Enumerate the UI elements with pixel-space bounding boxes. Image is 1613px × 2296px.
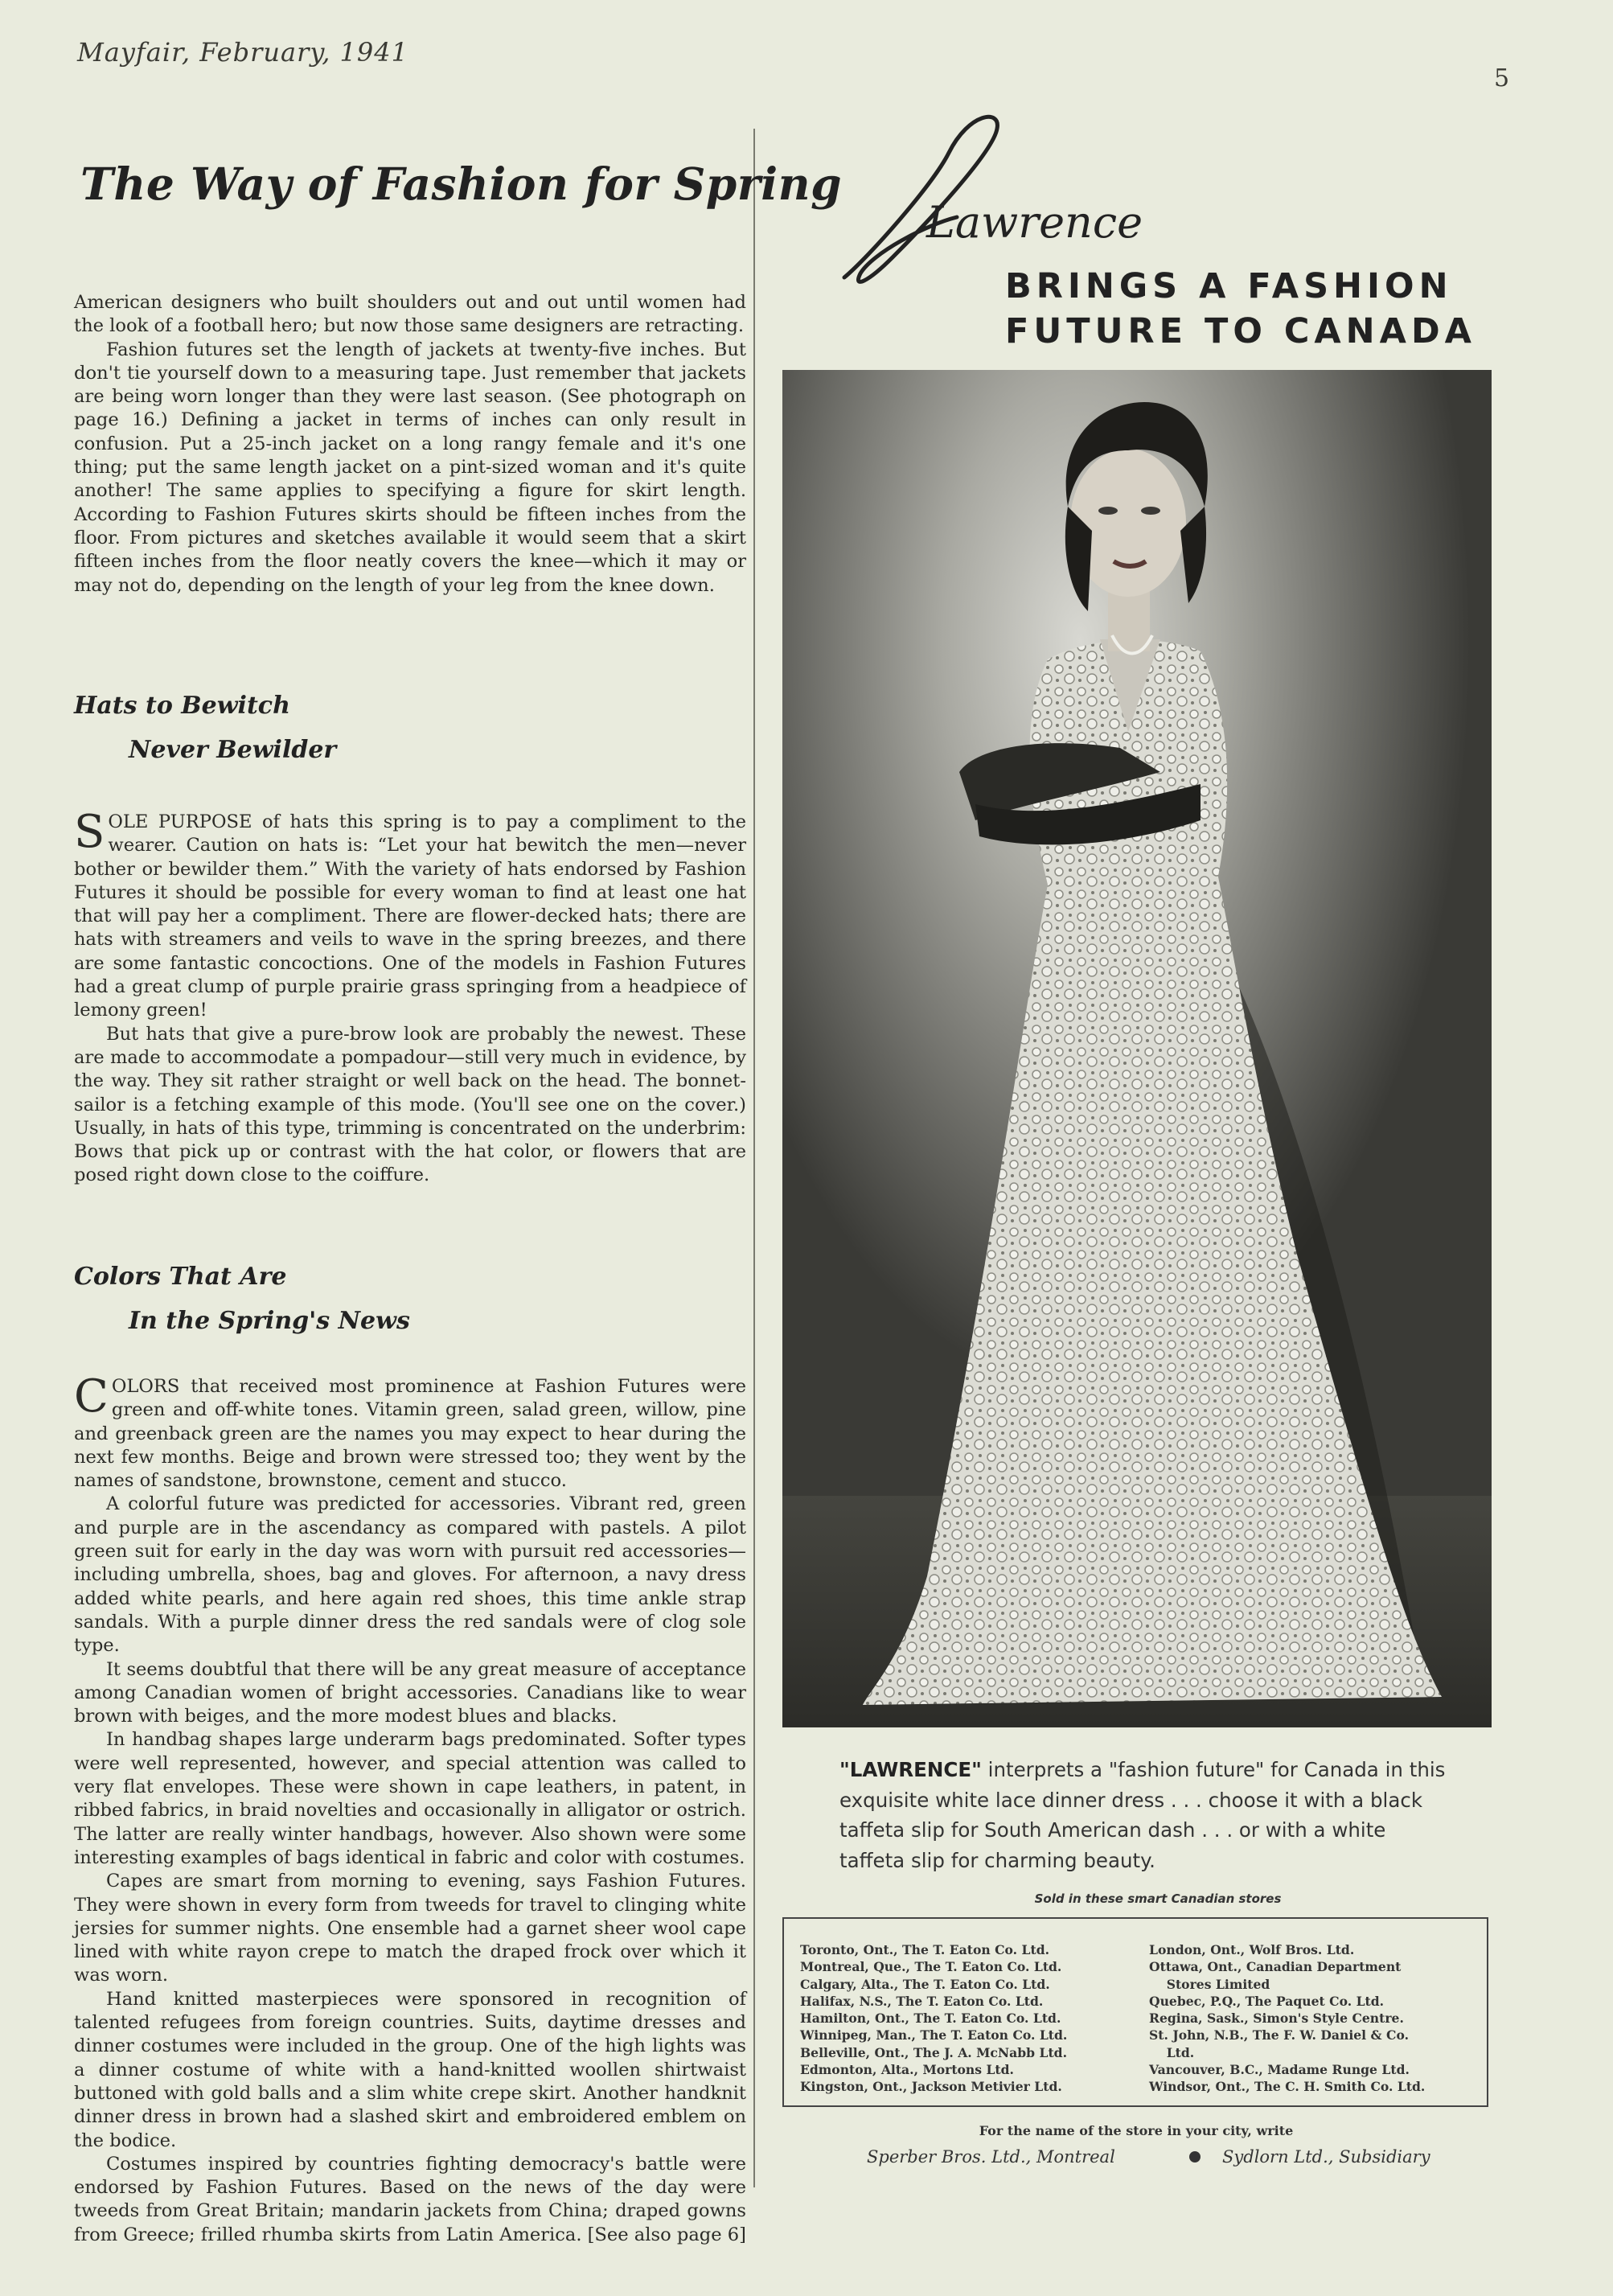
colors-paragraph-1-text: OLORS that received most prominence at Fashion Futures were green and off-white tones. Vitamin green, salad green, willow, pine and greenback green are the names you may expect to hear during the next few months. Beige and brown were stressed too; they went by the names of sandstone, brownstone, cement and stucco. <box>74 1376 746 1492</box>
running-head: Mayfair, February, 1941 <box>77 37 408 68</box>
intro-paragraph-2: Fashion futures set the length of jackets at twenty-five inches. But don't tie yourself down to a measuring tape. Just remember that jackets are being worn longer than they were last season. (See photograph on page 16.) Defining a jacket in terms of inches can only result in confusion. Put a 25-inch jacket on a long rangy female and it's one thing; put the same length jacket on a pint-sized woman and it's quite another! The same applies to specifying a figure for skirt length. According to Fashion Futures skirts should be fifteen inches from the floor. From pictures and sketches available it would seem that a skirt fifteen inches from the floor neatly covers the knee—which it may or may not do, depending on the length of your leg from the knee down. <box>74 339 746 596</box>
caption-text: interprets a "fashion future" for Canada in this exquisite white lace dinner dress . . . choose it with a black taffeta slip for South American dash . . . or with a white taffeta slip for charming beauty. <box>839 1758 1446 1872</box>
store-entry: Halifax, N.S., The T. Eaton Co. Ltd. <box>800 1993 1044 2009</box>
store-entry: Kingston, Ont., Jackson Metivier Ltd. <box>800 2079 1062 2095</box>
drop-cap-c: C <box>74 1370 109 1423</box>
ad-caption <box>839 1755 1451 1875</box>
colors-heading-line1: Colors That Are <box>74 1263 287 1291</box>
bullet-separator <box>1189 2151 1201 2163</box>
write-to-line: For the name of the store in your city, write <box>979 2123 1294 2138</box>
store-entry: St. John, N.B., The F. W. Daniel & Co. <box>1149 2027 1410 2043</box>
ad-headline-line1: BRINGS A FASHION <box>1005 266 1453 306</box>
colors-paragraph-3: It seems doubtful that there will be any great measure of acceptance among Canadian women of bright accessories. Canadians like to wear brown with beiges, and the more modest blues and blacks. <box>74 1658 746 1727</box>
colors-paragraph-1 <box>74 1370 746 1493</box>
intro-paragraph-1: American designers who built shoulders out and out until women had the look of a football hero; but now those same designers are retracting. <box>74 292 746 337</box>
hats-heading-line2: Never Bewilder <box>129 736 337 764</box>
store-entry: Montreal, Que., The T. Eaton Co. Ltd. <box>800 1959 1062 1975</box>
store-entry: Windsor, Ont., The C. H. Smith Co. Ltd. <box>1149 2079 1426 2095</box>
store-entry: Winnipeg, Man., The T. Eaton Co. Ltd. <box>800 2027 1068 2043</box>
colors-section <box>74 1370 746 2247</box>
store-list-right <box>1123 1941 1472 2105</box>
colors-heading-line2: In the Spring's News <box>129 1307 410 1335</box>
column-divider <box>753 129 755 2187</box>
ad-headline <box>1005 264 1476 354</box>
store-list-box <box>782 1917 1488 2107</box>
store-entry: Toronto, Ont., The T. Eaton Co. Ltd. <box>800 1942 1050 1957</box>
colors-paragraph-4: In handbag shapes large underarm bags predominated. Softer types were well represented, however, and special attention was called to very flat envelopes. These were shown in cape leathers, in patent, in ribbed fabrics, in braid novelties and occasionally in alligator or ostrich. The latter are really winter handbags, however. Also shown were some interesting examples of bags identical in fabric and color with costumes. <box>74 1729 746 1868</box>
store-entry: Quebec, P.Q., The Paquet Co. Ltd. <box>1149 1993 1385 2009</box>
article-intro <box>74 291 746 598</box>
store-entry: Edmonton, Alta., Mortons Ltd. <box>800 2062 1014 2078</box>
store-entry: Stores Limited <box>1149 1976 1270 1992</box>
colors-paragraph-7 <box>74 2153 746 2247</box>
article-title: The Way of Fashion for Spring <box>80 158 843 210</box>
hats-paragraph-1-text: OLE PURPOSE of hats this spring is to pay a compliment to the wearer. Caution on hats is: “Let your hat bewitch the men—never bother or bewilder them.” With the variety of hats endorsed by Fashion Futures it should be possible for every woman to find at least one hat that will pay her a compliment. There are flower-decked hats; there are hats with streamers and veils to wave in the spring breezes, and there are some fantastic concoctions. One of the models in Fashion Futures had a great clump of purple prairie grass springing from a headpiece of lemony green! <box>74 811 746 1021</box>
subsidiary-name: Sydlorn Ltd., Subsidiary <box>1222 2147 1430 2167</box>
hats-paragraph-1 <box>74 806 746 1023</box>
sold-in-stores-label: Sold in these smart Canadian stores <box>1034 1891 1282 1906</box>
hats-heading-line1: Hats to Bewitch <box>74 692 290 720</box>
colors-paragraph-6: Hand knitted masterpieces were sponsored in recognition of talented refugees from foreign countries. Suits, daytime dresses and dinner costumes were included in the group. One of the high lights was a dinner costume of white with a hand-knitted woollen shirtwaist buttoned with gold balls and a slim white crepe skirt. Another handknit dinner dress in brown had a slashed skirt and embroidered emblem on the bodice. <box>74 1988 746 2151</box>
fashion-photograph <box>782 370 1492 1727</box>
store-entry: Calgary, Alta., The T. Eaton Co. Ltd. <box>800 1976 1050 1992</box>
colors-paragraph-2: A colorful future was predicted for accessories. Vibrant red, green and purple are in the ascendancy as compared with pastels. A pilot green suit for early in the day was worn with pursuit red accessories—including umbrella, shoes, bag and gloves. For afternoon, a navy dress added white pearls, and here again red shoes, this time ankle strap sandals. With a purple dinner dress the red sandals were of clog sole type. <box>74 1493 746 1657</box>
store-entry: Ltd. <box>1149 2044 1195 2060</box>
colors-paragraph-7-text: Costumes inspired by countries fighting democracy's battle were endorsed by Fashion Futures. Based on the news of the day were tweeds from Great Britain; mandarin jackets from China; draped gowns from Greece; frilled rhumba skirts from Latin America. <box>74 2153 746 2245</box>
store-entry: Ottawa, Ont., Canadian Department <box>1149 1959 1402 1975</box>
ad-headline-line2: FUTURE TO CANADA <box>1005 311 1476 351</box>
drop-cap-s: S <box>74 806 105 858</box>
colors-paragraph-5: Capes are smart from morning to evening, says Fashion Futures. They were shown in every form from tweeds for travel to clinging white jersies for summer nights. One ensemble had a garnet sheer wool cape lined with white rayon crepe to match the draped frock over which it was worn. <box>74 1871 746 1986</box>
see-also-reference: [See also page 6] <box>587 2224 746 2245</box>
store-entry: Regina, Sask., Simon's Style Centre. <box>1149 2011 1404 2027</box>
store-entry: Vancouver, B.C., Madame Runge Ltd. <box>1149 2062 1410 2078</box>
page-number: 5 <box>1494 64 1510 92</box>
store-entry: London, Ont., Wolf Bros. Ltd. <box>1149 1942 1355 1957</box>
caption-brand: "LAWRENCE" <box>839 1758 982 1781</box>
distributor-name: Sperber Bros. Ltd., Montreal <box>867 2147 1115 2167</box>
hats-section <box>74 806 746 1188</box>
store-list-left <box>800 1941 1123 2105</box>
store-entry: Belleville, Ont., The J. A. McNabb Ltd. <box>800 2044 1068 2060</box>
hats-paragraph-2: But hats that give a pure-brow look are probably the newest. These are made to accommodate a pompadour—still very much in evidence, by the way. They sit rather straight or well back on the head. The bonnet-sailor is a fetching example of this mode. (You'll see one on the cover.) Usually, in hats of this type, trimming is concentrated on the underbrim: Bows that pick up or contrast with the hat color, or flowers that are posed right down close to the coiffure. <box>74 1023 746 1186</box>
signature-text: Lawrence <box>926 197 1143 248</box>
store-entry: Hamilton, Ont., The T. Eaton Co. Ltd. <box>800 2011 1061 2027</box>
